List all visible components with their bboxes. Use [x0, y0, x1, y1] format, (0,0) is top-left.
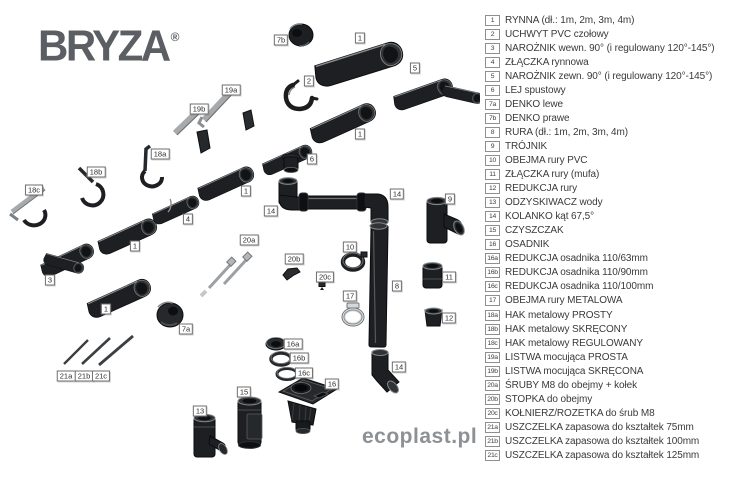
legend-item-number: 18a [485, 310, 500, 321]
legend-item-number: 16b [485, 267, 500, 278]
diagram-label-18a: 18a [151, 149, 170, 160]
legend-item-label: REDUKCJA rury [505, 183, 578, 195]
legend-item-label: KOLANKO kąt 67,5° [505, 211, 595, 223]
legend-item-label: DENKO lewe [505, 98, 563, 110]
legend-row [485, 97, 714, 111]
legend-item-label: DENKO prawe [505, 112, 570, 124]
diagram-label-18c: 18c [25, 185, 43, 196]
legend-row [485, 168, 714, 182]
diagram-label-5: 5 [410, 63, 420, 74]
legend-row [485, 336, 714, 350]
legend-row [485, 210, 714, 224]
legend-item-number: 21c [485, 450, 500, 461]
diagram-label-20a: 20a [240, 235, 259, 246]
legend-row [485, 308, 714, 322]
legend-item-number: 19a [485, 352, 500, 363]
legend-item-label: OSADNIK [505, 239, 550, 251]
legend-item-label: LEJ spustowy [505, 84, 566, 96]
legend-item-label: STOPKA do obejmy [505, 393, 593, 405]
legend-row [485, 434, 714, 448]
diagram-label-21b: 21b [75, 371, 94, 382]
diagram-label-7b: 7b [274, 35, 288, 46]
legend-item-number: 16a [485, 253, 500, 264]
diagram-label-4: 4 [183, 214, 193, 225]
legend-item-number: 17 [485, 295, 500, 306]
brand-name: BRYZA [38, 20, 169, 70]
legend-item-number: 4 [485, 57, 500, 68]
diagram-label-9: 9 [445, 194, 455, 205]
diagram-label-14: 14 [390, 189, 404, 200]
legend-item-label: ZŁĄCZKA rynnowa [505, 56, 589, 68]
legend-item-label: KOŁNIERZ/ROZETKA do śrub M8 [505, 407, 655, 419]
legend-item-number: 20b [485, 394, 500, 405]
legend-item-number: 20a [485, 380, 500, 391]
legend-item-number: 16c [485, 281, 500, 292]
legend-row [485, 111, 714, 125]
diagram-label-17: 17 [343, 291, 357, 302]
legend-item-label: TRÓJNIK [505, 140, 548, 152]
legend-item-label: REDUKCJA osadnika 110/90mm [505, 267, 648, 279]
legend-item-label: REDUKCJA osadnika 110/63mm [505, 253, 648, 265]
legend-item-label: CZYSZCZAK [505, 225, 564, 237]
diagram-label-21a: 21a [57, 371, 76, 382]
legend-item-label: RURA (dł.: 1m, 2m, 3m, 4m) [505, 126, 628, 138]
diagram-label-16b: 16b [290, 353, 309, 364]
diagram-label-14: 14 [392, 362, 406, 373]
legend-item-number: 21a [485, 422, 500, 433]
diagram-label-11: 11 [442, 272, 456, 283]
legend-item-label: OBEJMA rury PVC [505, 154, 588, 166]
legend-item-label: USZCZELKA zapasowa do kształtek 75mm [505, 421, 694, 433]
legend-item-number: 13 [485, 197, 500, 208]
legend-item-number: 8 [485, 127, 500, 138]
diagram-label-18b: 18b [87, 167, 106, 178]
legend-item-number: 18b [485, 324, 500, 335]
legend-item-label: LISTWA mocująca PROSTA [505, 351, 628, 363]
legend-item-number: 9 [485, 141, 500, 152]
legend-item-number: 7b [485, 113, 500, 124]
legend-row [485, 280, 714, 294]
legend-row [485, 294, 714, 308]
legend-item-number: 5 [485, 71, 500, 82]
legend-row [485, 69, 714, 83]
diagram-label-19b: 19b [190, 104, 209, 115]
diagram-label-15: 15 [237, 387, 251, 398]
diagram-label-8: 8 [392, 281, 402, 292]
legend-item-label: HAK metalowy REGULOWANY [505, 337, 643, 349]
watermark-ecoplast: ecoplast.pl [362, 425, 478, 448]
legend-item-label: HAK metalowy PROSTY [505, 309, 613, 321]
legend-item-number: 1 [485, 15, 500, 26]
legend-item-number: 7a [485, 99, 500, 110]
diagram-label-16: 16 [325, 379, 339, 390]
legend-row [485, 378, 714, 392]
legend-item-label: ŚRUBY M8 do obejmy + kołek [505, 379, 637, 391]
legend-row [485, 224, 714, 238]
legend-item-number: 16 [485, 239, 500, 250]
legend-row [485, 252, 714, 266]
diagram-label-1: 1 [101, 304, 111, 315]
legend-row [485, 322, 714, 336]
legend-row [485, 41, 714, 55]
legend-item-number: 14 [485, 211, 500, 222]
diagram-label-7a: 7a [179, 324, 193, 335]
legend-row [485, 55, 714, 69]
diagram-label-2: 2 [304, 76, 314, 87]
legend-item-label: ZŁĄCZKA rury (mufa) [505, 169, 600, 181]
legend-item-label: RYNNA (dł.: 1m, 2m, 3m, 4m) [505, 14, 635, 26]
legend-list [485, 13, 714, 463]
legend-item-label: NAROŻNIK zewn. 90° (i regulowany 120°-145°) [505, 70, 713, 82]
legend-row [485, 13, 714, 27]
legend-item-number: 3 [485, 43, 500, 54]
legend-item-label: USZCZELKA zapasowa do kształtek 100mm [505, 435, 700, 447]
legend-item-number: 21b [485, 436, 500, 447]
legend-item-number: 20c [485, 408, 500, 419]
legend-item-label: ODZYSKIWACZ wody [505, 197, 603, 209]
diagram-label-19a: 19a [222, 85, 241, 96]
diagram-label-13: 13 [193, 406, 207, 417]
legend-item-number: 6 [485, 85, 500, 96]
diagram-label-12: 12 [442, 313, 456, 324]
diagram-label-20b: 20b [285, 254, 304, 265]
legend-item-number: 19b [485, 366, 500, 377]
legend-item-number: 12 [485, 183, 500, 194]
legend-item-number: 15 [485, 225, 500, 236]
legend-item-label: LISTWA mocująca SKRĘCONA [505, 365, 644, 377]
legend-item-label: NAROŻNIK wewn. 90° (i regulowany 120°-145°) [505, 42, 715, 54]
legend-row [485, 153, 714, 167]
legend-row [485, 27, 714, 41]
legend-item-label: USZCZELKA zapasowa do kształtek 125mm [505, 449, 700, 461]
diagram-label-1: 1 [130, 241, 140, 252]
diagram-label-1: 1 [355, 129, 365, 140]
legend-row [485, 196, 714, 210]
legend-item-label: OBEJMA rury METALOWA [505, 295, 623, 307]
legend-item-label: REDUKCJA osadnika 110/100mm [505, 281, 654, 293]
legend-item-number: 10 [485, 155, 500, 166]
legend-item-number: 18c [485, 338, 500, 349]
legend-item-label: UCHWYT PVC czołowy [505, 28, 609, 40]
diagram-label-1: 1 [241, 186, 251, 197]
legend-item-number: 2 [485, 29, 500, 40]
legend-row [485, 392, 714, 406]
legend-row [485, 83, 714, 97]
legend-item-number: 11 [485, 169, 500, 180]
diagram-label-14: 14 [264, 206, 278, 217]
diagram-label-1: 1 [355, 33, 365, 44]
diagram-label-3: 3 [45, 275, 55, 286]
registered-trademark-icon: ® [170, 30, 180, 44]
diagram-label-6: 6 [307, 154, 317, 165]
diagram-label-20c: 20c [316, 272, 334, 283]
legend-row [485, 448, 714, 462]
diagram-label-21c: 21c [92, 371, 110, 382]
legend-row [485, 182, 714, 196]
legend-row [485, 350, 714, 364]
legend-row [485, 420, 714, 434]
legend-row [485, 364, 714, 378]
legend-row [485, 266, 714, 280]
diagram-label-10: 10 [343, 242, 357, 253]
legend-item-label: HAK metalowy SKRĘCONY [505, 323, 628, 335]
diagram-label-16a: 16a [284, 339, 303, 350]
legend-row [485, 139, 714, 153]
legend-row [485, 238, 714, 252]
legend-row [485, 406, 714, 420]
diagram-label-16c: 16c [295, 368, 313, 379]
legend-row [485, 125, 714, 139]
